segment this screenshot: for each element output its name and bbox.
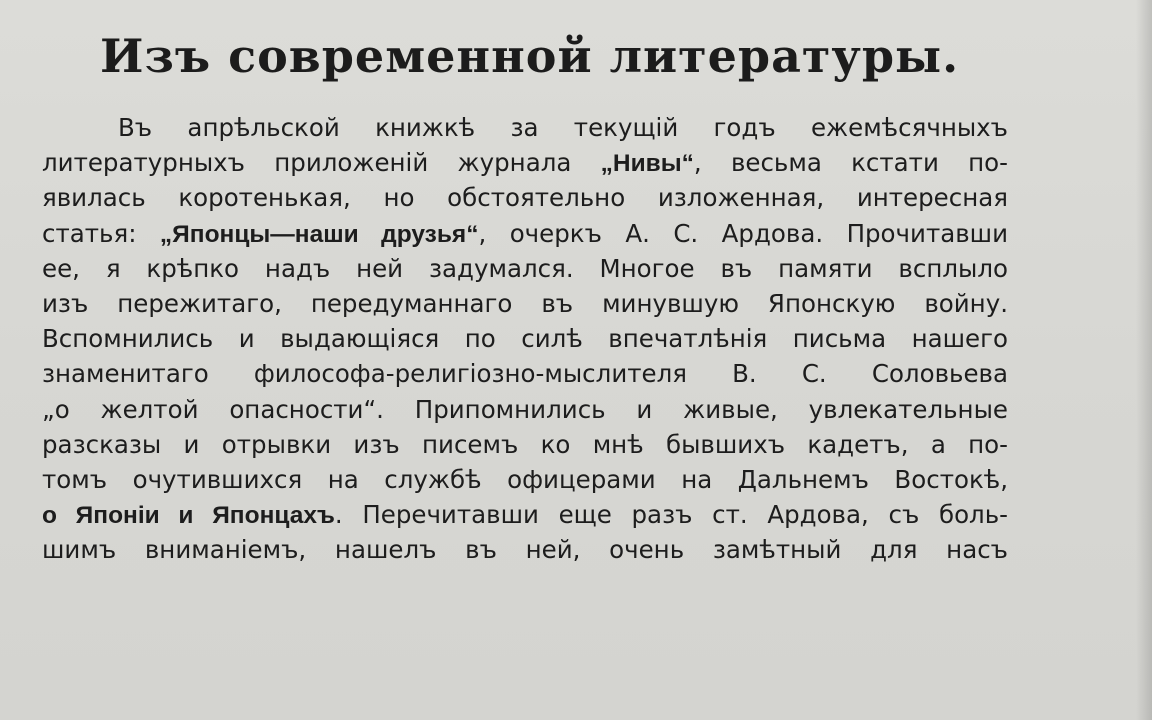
emphasized-phrase: „Японцы—наши друзья“ [159,220,479,248]
text-line-1: Въ апрѣльской книжкѣ за текущій годъ ежемѣсячныхъ [118,113,1008,142]
article-title: Изъ современной литературы. [100,29,960,83]
text-line-10: разсказы и отрывки изъ писемъ ко мнѣ бывшихъ кадетъ, а по- [42,429,1008,459]
emphasized-phrase: о Японіи и Японцахъ [42,502,335,530]
emphasized-phrase: „Нивы“ [600,150,694,178]
text-line-2: литературныхъ приложеній журнала „Нивы“, весьма кстати по- [42,148,1008,178]
text-line-9: „о желтой опасности“. Припомнились и живые, увлекательные [42,394,1008,424]
text-line-7: Вспомнились и выдающіяся по силѣ впечатлѣнія письма нашего [42,324,1008,354]
text-line-12: о Японіи и Японцахъ. Перечитавши еще разъ ст. Ардова, съ боль- [42,500,1008,530]
text-line-6: изъ пережитаго, передуманнаго въ минувшую Японскую войну. [42,288,1008,318]
text-line-5: ее, я крѣпко надъ ней задумался. Многое въ памяти всплыло [42,253,1008,283]
article-body [42,110,1008,567]
text-line-13: шимъ вниманіемъ, нашелъ въ ней, очень замѣтный для насъ [42,535,1008,565]
text-line-8: знаменитаго философа-религіозно-мыслителя В. С. Соловьева [42,359,1008,389]
page-edge-shadow [1136,0,1152,720]
text-line-4: статья: „Японцы—наши друзья“, очеркъ А. С. Ардова. Прочитавши [42,218,1009,248]
text-line-3: явилась коротенькая, но обстоятельно изложенная, интересная [42,183,1008,213]
text-line-11: томъ очутившихся на службѣ офицерами на Дальнемъ Востокѣ, [42,464,1008,494]
